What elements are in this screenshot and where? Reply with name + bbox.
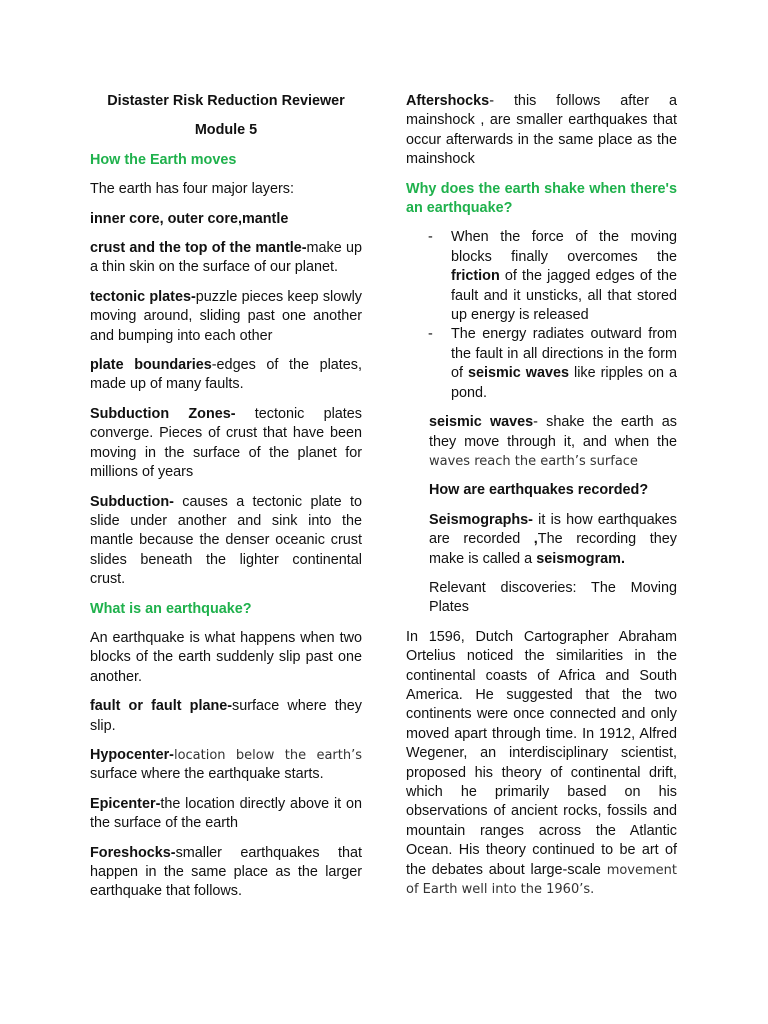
crust-term: crust and the top of the mantle- — [90, 240, 307, 257]
boundaries-definition: plate boundaries-edges of the plates, made up of many faults. — [90, 357, 362, 393]
hypocenter-definition: Hypocenter-location below the earth’s surface where the earthquake starts. — [90, 746, 362, 783]
plates-term: tectonic plates- — [90, 288, 196, 305]
recorded-question: How are earthquakes recorded? — [429, 482, 649, 499]
aftershocks-term: Aftershocks — [406, 93, 490, 109]
list-item: - The energy radiates outward from the fault in all directions in the form of seismic waves like ripples on a pond. — [428, 326, 677, 401]
document-title: Distaster Risk Reduction Reviewer — [107, 93, 345, 109]
right-column — [406, 92, 677, 909]
seismic-waves-definition: seismic waves- shake the earth as they move through it, and when the waves reach the earth’s surface — [429, 414, 677, 469]
plates-definition: tectonic plates-puzzle pieces keep slowly moving around, sliding past one another and bumping into each other — [90, 288, 363, 344]
subduction-definition: Subduction- causes a tectonic plate to slide under another and sink into the mantle because the denser oceanic crust slides beneath the lighter continental crust. — [90, 493, 362, 588]
subduction-term: Subduction- — [90, 493, 174, 510]
earthquake-definition: An earthquake is what happens when two blocks of the earth suddenly slip past one another. — [90, 629, 362, 685]
seismic-waves-term: seismic waves — [429, 414, 534, 431]
layers-list: inner core, outer core,mantle — [90, 210, 289, 227]
seismogram-term: seismogram. — [536, 550, 625, 567]
subduction-zones-term: Subduction Zones- — [90, 405, 236, 422]
aftershocks-definition: Aftershocks- this follows after a mainshock , are smaller earthquakes that occur afterwards in the same place as the mainshock — [406, 93, 677, 168]
module-label: Module 5 — [194, 122, 258, 139]
shake-reasons-list — [406, 228, 677, 403]
fault-term: fault or fault plane- — [90, 698, 233, 715]
subduction-zones-definition: Subduction Zones- tectonic plates converge. Pieces of crust that have been moving in the surface of the planet for millions of years — [90, 405, 362, 481]
hypocenter-term: Hypocenter- — [90, 746, 174, 763]
left-column — [90, 92, 362, 912]
crust-definition: crust and the top of the mantle-make up a thin skin on the surface of our planet. — [90, 240, 362, 276]
heading-why-earth-shakes: Why does the earth shake when there's an earthquake? — [406, 180, 677, 217]
list-item: - When the force of the moving blocks finally overcomes the friction of the jagged edges of the fault and it unsticks, all that stored up energy is released — [428, 229, 677, 324]
seismographs-definition: Seismographs- it is how earthquakes are recorded ,The recording they make is called a seismogram. — [429, 511, 677, 567]
history-paragraph: In 1596, Dutch Cartographer Abraham Ortelius noticed the similarities in the continental coasts of Africa and South America. He suggested that the two continents were once connected and only moved apart through time. In 1912, Alfred Wegener, an interdisciplinary scientist, proposed his theory of continental drift, which he primarily based on his observations of ancient rocks, fossils and mountain ranges across the Atlantic Ocean. His theory continued to be art of the debates about large-scale movement of Earth well into the 1960’s. — [406, 628, 677, 898]
epicenter-definition: Epicenter-the location directly above it on the surface of the earth — [90, 795, 362, 832]
layers-intro: The earth has four major layers: — [90, 181, 294, 198]
heading-what-is-earthquake: What is an earthquake? — [90, 600, 252, 617]
relevant-discoveries: Relevant discoveries: The Moving Plates — [429, 579, 677, 616]
boundaries-term: plate boundaries — [90, 357, 212, 374]
seismographs-term: Seismographs- — [429, 511, 533, 528]
foreshocks-term: Foreshocks- — [90, 844, 176, 861]
epicenter-term: Epicenter- — [90, 795, 161, 812]
foreshocks-definition: Foreshocks-smaller earthquakes that happen in the same place as the larger earthquake that follows. — [90, 844, 362, 900]
fault-definition: fault or fault plane-surface where they slip. — [90, 698, 362, 734]
heading-how-earth-moves: How the Earth moves — [90, 151, 237, 168]
